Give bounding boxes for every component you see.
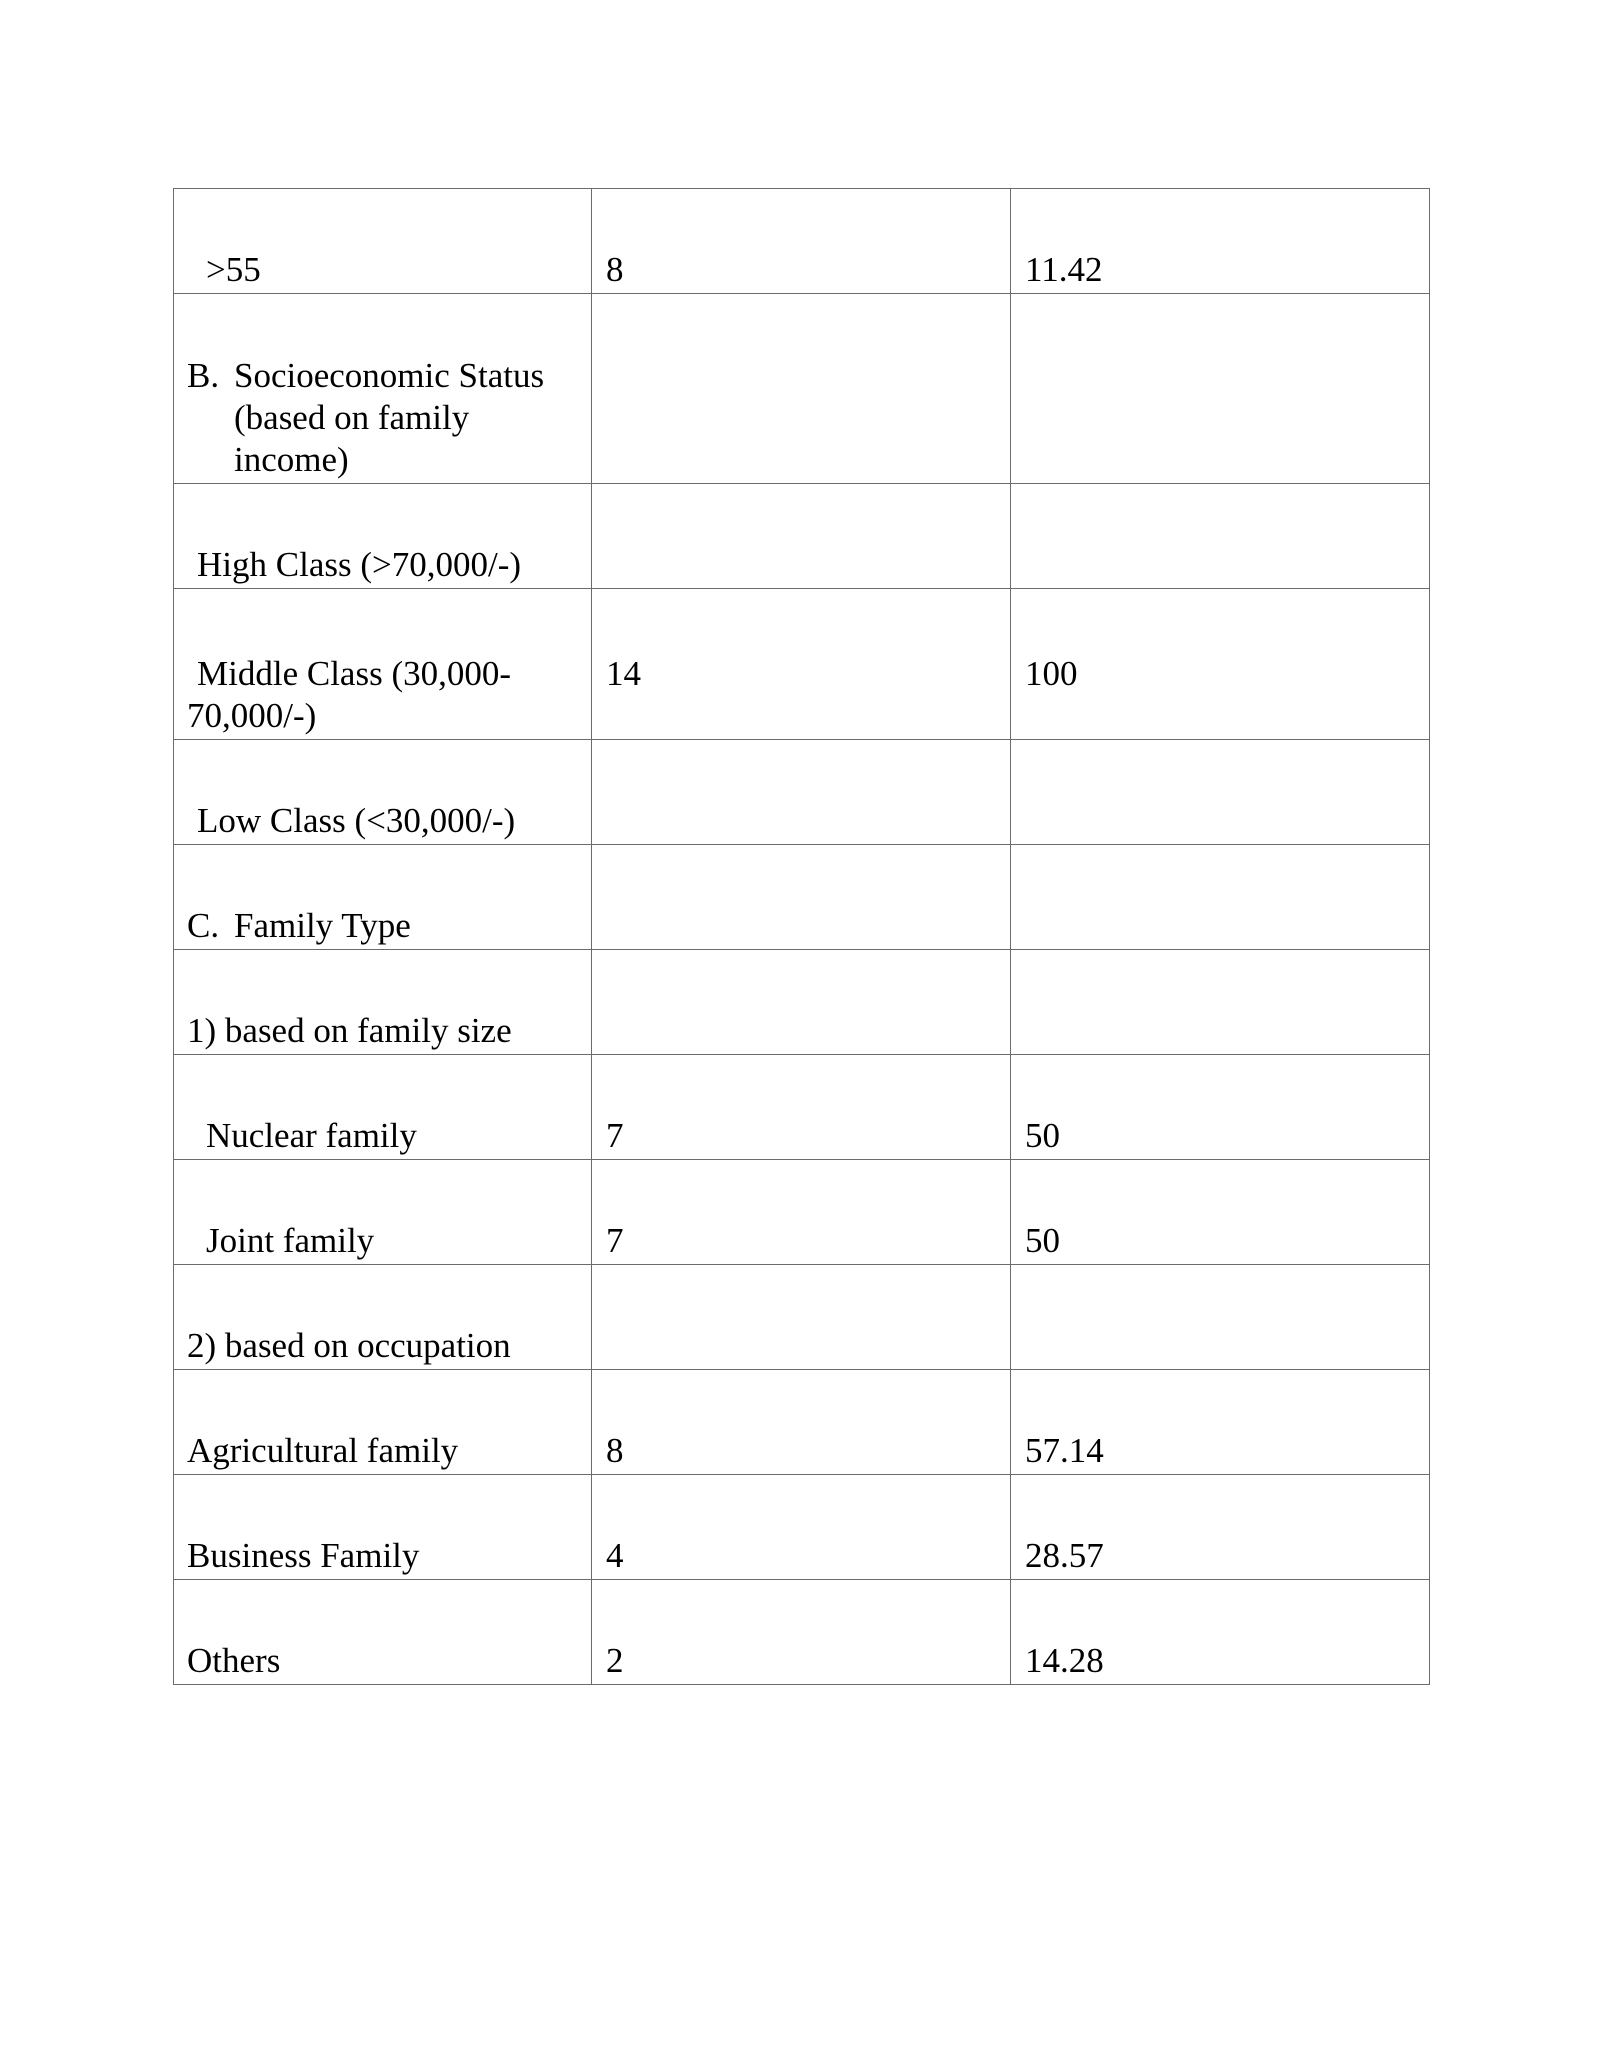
count-value: 2 xyxy=(606,1641,624,1680)
row-label: 2) based on occupation xyxy=(187,1326,511,1365)
count-value: 8 xyxy=(606,250,624,289)
section-heading-cell xyxy=(174,845,592,950)
section-title: Socioeconomic Status (based on family income) xyxy=(234,356,545,479)
count-cell xyxy=(592,1370,1011,1475)
count-cell xyxy=(592,189,1011,294)
table-row xyxy=(174,1265,1430,1370)
table-row xyxy=(174,189,1430,294)
percent-value: 57.14 xyxy=(1025,1431,1104,1470)
table-row xyxy=(174,1055,1430,1160)
row-label: Business Family xyxy=(187,1536,420,1575)
percent-value: 28.57 xyxy=(1025,1536,1104,1575)
table-row xyxy=(174,294,1430,484)
table-row xyxy=(174,484,1430,589)
row-label: Nuclear family xyxy=(206,1116,417,1155)
table-row xyxy=(174,845,1430,950)
row-label-cell xyxy=(174,1160,592,1265)
table-row xyxy=(174,1580,1430,1685)
count-cell xyxy=(592,845,1011,950)
count-cell xyxy=(592,589,1011,740)
count-cell xyxy=(592,740,1011,845)
count-value: 14 xyxy=(606,654,641,693)
section-marker: C. xyxy=(187,906,220,945)
count-value: 7 xyxy=(606,1116,624,1155)
row-label: High Class (>70,000/-) xyxy=(197,545,522,584)
section-title: Family Type xyxy=(234,906,411,945)
section-heading xyxy=(187,905,579,949)
count-cell xyxy=(592,950,1011,1055)
row-label-cell xyxy=(174,589,592,740)
percent-value: 50 xyxy=(1025,1116,1060,1155)
percent-cell xyxy=(1011,484,1430,589)
percent-cell xyxy=(1011,740,1430,845)
section-marker: B. xyxy=(187,356,220,395)
percent-value: 100 xyxy=(1025,654,1078,693)
row-label: Low Class (<30,000/-) xyxy=(197,801,516,840)
percent-cell xyxy=(1011,589,1430,740)
row-label-cell xyxy=(174,1265,592,1370)
row-label-cell xyxy=(174,740,592,845)
percent-cell xyxy=(1011,294,1430,484)
percent-value: 14.28 xyxy=(1025,1641,1104,1680)
data-table xyxy=(173,188,1430,1685)
table-row xyxy=(174,1370,1430,1475)
count-cell xyxy=(592,1580,1011,1685)
row-label-cell xyxy=(174,950,592,1055)
count-cell xyxy=(592,484,1011,589)
row-label: Agricultural family xyxy=(187,1431,459,1470)
percent-value: 11.42 xyxy=(1025,250,1103,289)
row-label-cell xyxy=(174,1580,592,1685)
percent-value: 50 xyxy=(1025,1221,1060,1260)
percent-cell xyxy=(1011,1160,1430,1265)
percent-cell xyxy=(1011,1055,1430,1160)
row-label-cell xyxy=(174,1370,592,1475)
count-cell xyxy=(592,294,1011,484)
row-label xyxy=(187,653,579,739)
table-row xyxy=(174,1475,1430,1580)
row-label: 1) based on family size xyxy=(187,1011,512,1050)
count-value: 8 xyxy=(606,1431,624,1470)
table-row xyxy=(174,1160,1430,1265)
count-cell xyxy=(592,1265,1011,1370)
count-cell xyxy=(592,1055,1011,1160)
section-heading xyxy=(187,355,579,483)
table-row xyxy=(174,589,1430,740)
row-label-cell xyxy=(174,1475,592,1580)
percent-cell xyxy=(1011,1370,1430,1475)
table-row xyxy=(174,950,1430,1055)
percent-cell xyxy=(1011,950,1430,1055)
row-label-cell xyxy=(174,189,592,294)
count-cell xyxy=(592,1475,1011,1580)
percent-cell xyxy=(1011,1580,1430,1685)
row-label: Others xyxy=(187,1641,281,1680)
count-value: 4 xyxy=(606,1536,624,1575)
row-label-cell xyxy=(174,1055,592,1160)
count-cell xyxy=(592,1160,1011,1265)
percent-cell xyxy=(1011,845,1430,950)
row-label-text: Middle Class (30,000-70,000/-) xyxy=(187,654,512,735)
percent-cell xyxy=(1011,1265,1430,1370)
row-label: Joint family xyxy=(206,1221,375,1260)
row-label: >55 xyxy=(206,250,261,289)
count-value: 7 xyxy=(606,1221,624,1260)
percent-cell xyxy=(1011,189,1430,294)
percent-cell xyxy=(1011,1475,1430,1580)
section-heading-cell xyxy=(174,294,592,484)
table-row xyxy=(174,740,1430,845)
row-label-cell xyxy=(174,484,592,589)
